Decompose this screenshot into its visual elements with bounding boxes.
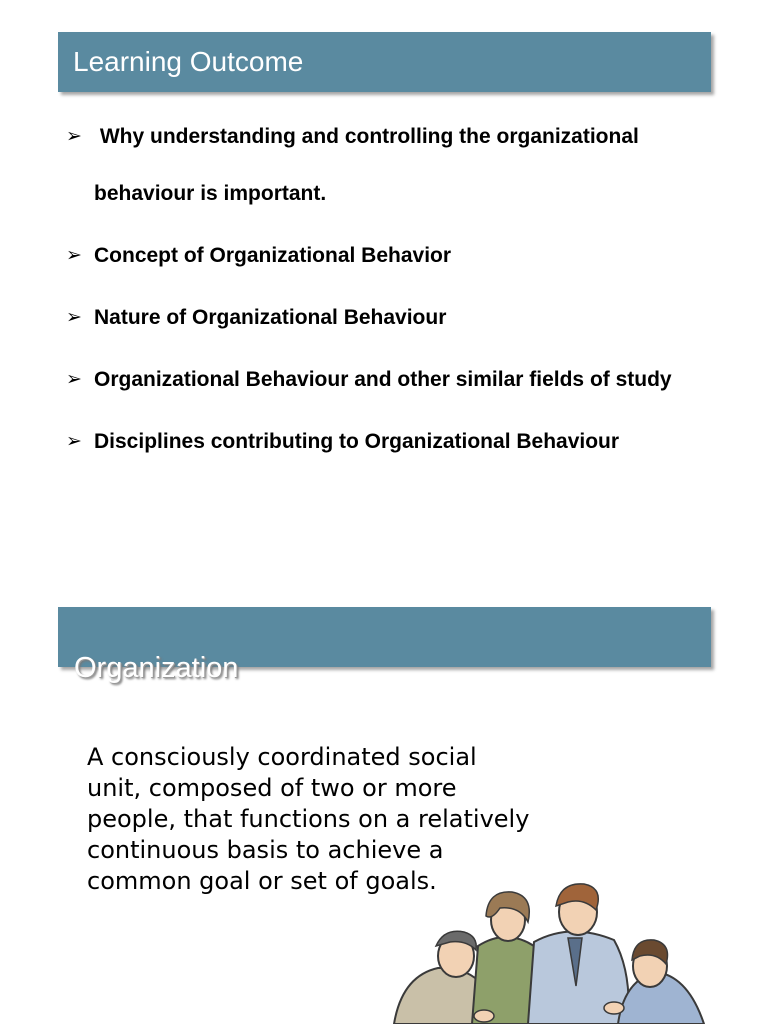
bullet-text: Disciplines contributing to Organizational Behaviour bbox=[94, 430, 620, 453]
arrow-bullet-icon: ➢ bbox=[66, 126, 82, 147]
learning-outcome-title: Learning Outcome bbox=[73, 46, 304, 77]
learning-outcome-list bbox=[66, 108, 726, 475]
arrow-bullet-icon: ➢ bbox=[66, 307, 82, 328]
list-item bbox=[66, 351, 726, 408]
arrow-bullet-icon: ➢ bbox=[66, 245, 82, 266]
list-item bbox=[66, 289, 726, 346]
people-group-clipart bbox=[388, 876, 708, 1024]
arrow-bullet-icon: ➢ bbox=[66, 369, 82, 390]
bullet-text: Nature of Organizational Behaviour bbox=[94, 306, 447, 329]
bullet-text: Organizational Behaviour and other similar fields of study bbox=[94, 368, 672, 391]
bullet-text: Why understanding and controlling the organizational behaviour is important. bbox=[94, 125, 645, 205]
bullet-text: Concept of Organizational Behavior bbox=[94, 244, 452, 267]
list-item bbox=[66, 413, 726, 470]
list-item bbox=[66, 227, 726, 284]
organization-title: Organization bbox=[74, 652, 239, 684]
arrow-bullet-icon: ➢ bbox=[66, 431, 82, 452]
organization-definition: A consciously coordinated social unit, composed of two or more people, that functions on a relatively continuous basis to achieve a common goal or set of goals. bbox=[87, 743, 530, 895]
list-item bbox=[66, 108, 726, 222]
learning-outcome-title-bar bbox=[58, 32, 711, 92]
